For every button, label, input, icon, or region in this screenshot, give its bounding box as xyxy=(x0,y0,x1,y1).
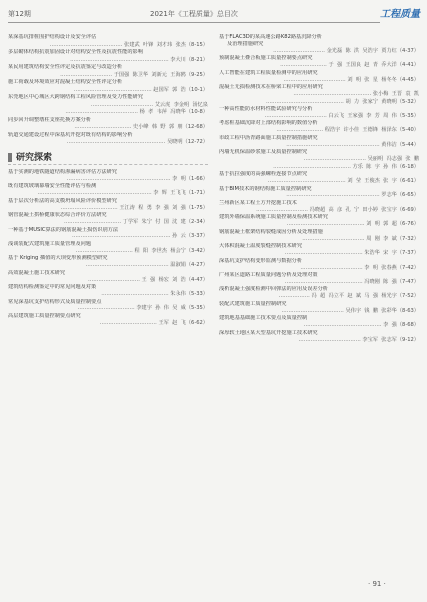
entry-title: 兰州新区某工程土方开挖施工技术 xyxy=(219,199,297,206)
entry-authors: …………………………… 程 阳 李世杰 杨会宁（3-42） xyxy=(75,247,208,254)
toc-entry xyxy=(219,286,419,300)
toc-entry xyxy=(8,87,208,94)
toc-entry xyxy=(219,243,419,257)
entry-title: 钢管混凝土拱桥健康状态综合评价方法研究 xyxy=(8,212,107,219)
entry-authors: ………………………………………………… 吴晓明（12-72） xyxy=(66,139,208,145)
entry-authors: ……………………… 于 强 王国良 赵 青 乔大洋（4-41） xyxy=(280,62,419,69)
toc-entry xyxy=(219,106,419,120)
entry-authors: ……………………………………… 方乐 陈 宇 孙 伟（6-18） xyxy=(273,163,419,170)
toc-entry xyxy=(8,299,208,313)
toc-entry xyxy=(8,241,208,255)
entry-authors: …………………………………………………… 李 明（1-66） xyxy=(66,175,208,182)
toc-entry xyxy=(219,186,419,200)
entry-authors: ………………………… 王 强 杨宏 刘 浩（4-47） xyxy=(88,276,208,283)
entry-authors: ……………………………… 李 明 张春燕（7-42） xyxy=(300,264,419,271)
toc-entry xyxy=(219,164,419,171)
entry-authors: ……………………………………………… 罗志华（6-65） xyxy=(286,192,419,199)
toc-entry xyxy=(8,102,208,109)
toc-entry xyxy=(8,57,208,64)
entry-title: 基于抗拉强度的高强螺栓连接节点研究 xyxy=(219,171,308,178)
left-section-entries xyxy=(8,169,208,327)
toc-entry xyxy=(219,171,419,185)
toc-entry xyxy=(219,55,419,69)
toc-entry xyxy=(8,94,208,101)
entry-authors: ……………………… 程浩宇 许小佳 王德锋 杨泽东（5-40） xyxy=(276,127,419,134)
entry-authors: ………………………………………………… 李大川（8-21） xyxy=(70,56,208,63)
toc-entry xyxy=(8,139,208,146)
entry-authors: ………………………… 金光磊 陈 洪 吴浩宇 贾力红（4-37） xyxy=(273,47,419,54)
toc-entry xyxy=(8,284,208,298)
toc-entry xyxy=(8,49,208,56)
entry-authors: ……………………………………… 张小梅 王晋 袁 凯 xyxy=(293,91,419,98)
entry-title: 大体积混凝土温度裂缝控制技术研究 xyxy=(219,243,303,250)
toc-entry xyxy=(219,272,419,286)
entry-authors: ……………………………… 白云飞 王家强 李 芳 周 伟（5-35） xyxy=(264,112,419,119)
entry-authors: …………………………… 王军 赵 飞（6-62） xyxy=(99,319,208,326)
section-marker xyxy=(8,153,12,162)
section-heading xyxy=(8,152,208,165)
toc-entry xyxy=(219,229,419,243)
toc-entry xyxy=(8,198,208,212)
entry-authors: ………………………………………… 温淑娟（4-27） xyxy=(85,262,208,269)
toc-entry xyxy=(8,255,208,269)
toc-entry xyxy=(8,109,208,116)
entry-title: 深基坑支护结构变形监测与数据分析 xyxy=(219,257,303,264)
toc-entry xyxy=(219,315,419,329)
right-entries xyxy=(219,34,419,343)
right-column xyxy=(219,34,419,344)
entry-authors: …………………………………… 张建武 叶锋 刘才玮 张杰（8-15） xyxy=(49,41,208,48)
entry-title: 建筑地基基础施工技术要点及质量控制 xyxy=(219,315,308,322)
header-rule xyxy=(8,22,380,23)
toc-entry xyxy=(8,124,208,131)
entry-title: 基于层次分析法的高支模坍塌风险评价模型研究 xyxy=(8,197,117,204)
entry-authors: ……………………………… 吴丽明 冯志强 张 鹏 xyxy=(303,156,419,163)
entry-authors: ……………………………… 吴伟宇 钱 鹏 张彩华（8-63） xyxy=(281,307,419,314)
entry-title: 基于实测的地铁隧道结构渗漏病害评估方法研究 xyxy=(8,168,117,175)
entry-title: 浅谈装配式建筑施工质量管理及问题 xyxy=(8,240,92,247)
toc-entry xyxy=(8,227,208,241)
entry-title: 某深基坑排桩围护结构设计及安全评估 xyxy=(8,34,97,40)
entry-authors: ………………………………… 朱永伟（5-33） xyxy=(101,291,208,298)
entry-authors: ……………………………………… 刘 莹 王俊杰 张 宇（6-61） xyxy=(267,178,419,185)
entry-authors: ……………………………………… 胡 力 张家宁 黄晓明（5-32） xyxy=(265,98,419,105)
page-number: · 91 · xyxy=(368,580,386,588)
toc-entry xyxy=(8,212,208,226)
entry-title: 广州某区道路工程质量问题分析及处理对策 xyxy=(219,272,318,278)
entry-title: 装配式建筑施工质量控制研究 xyxy=(219,300,287,307)
page-header xyxy=(0,0,427,30)
entry-authors: ……………………………………… 赵国军 郭 浩（10-1） xyxy=(73,86,208,93)
entry-title: 人工智能在建筑工程质量检测中的应用研究 xyxy=(219,69,318,76)
entry-title: 多层砌体结构抗震加固设计对结构安全性及抗震性能的影响 xyxy=(8,49,143,55)
entry-title: 基于 Kriging 插值的大坝变形预测模型研究 xyxy=(8,255,108,262)
entry-title: 轨道交通建设过程中深基坑开挖对既有结构的影响分析 xyxy=(8,131,133,138)
section-title: 研究探索 xyxy=(16,152,53,163)
entry-title: 既有建筑玻璃幕墙安全性能评估与检测 xyxy=(8,183,97,190)
toc-entry xyxy=(219,258,419,272)
entry-title: 考虑桩基础沉降对上部结构影响的数值分析 xyxy=(219,120,318,127)
toc-entry xyxy=(219,149,419,163)
entry-authors: ………………………………………………………… 李 辉 王飞飞（1-71） xyxy=(37,190,208,197)
entry-title: 基于FLAC3D的某高速公路K82路基沉降分析 xyxy=(219,34,322,40)
entry-authors: ………………………… 冯晓超 高 彦 孔 宁 田小婷 张宝宇（6-69） xyxy=(256,206,419,213)
entry-title: 市政工程中沥青路面施工质量控制措施研究 xyxy=(219,134,318,141)
entry-title: 一种高性能防水材料性能试验研究与分析 xyxy=(219,106,313,113)
toc-entry xyxy=(219,34,419,55)
toc-entry xyxy=(8,64,208,71)
toc-entry xyxy=(219,330,419,344)
entry-title: 深厚软土地区某大型基坑开挖施工技术研究 xyxy=(219,329,318,336)
entry-title: 一种基于MUSIC算法的钢筋混凝土损伤识别方法 xyxy=(8,226,119,233)
entry-authors: ……………… 冯 超 冯立平 赵 斌 马 强 杨光宇（7-52） xyxy=(278,293,419,300)
entry-authors: ……………………………………… 朱浩华 宋 宇（7-37） xyxy=(284,250,419,257)
entry-authors: …………………………… 丁学军 朱宁 付 国 沈 建（2-34） xyxy=(63,219,208,226)
entry-authors: ………………………………………………… 孙 云（3-37） xyxy=(71,233,208,240)
toc-entry xyxy=(8,72,208,79)
toc-entry xyxy=(219,120,419,134)
entry-authors: ……………………………… 刘 明 张 星 杨冬冬（4-45） xyxy=(283,76,419,83)
entry-authors: ……………………………… 周 刚 李 斌（7-32） xyxy=(302,235,419,242)
toc-entry xyxy=(8,270,208,284)
toc-entry xyxy=(8,183,208,197)
entry-title: 施工荷载及环境效应对混凝土结构安全性评定分析 xyxy=(8,79,123,85)
entry-title: 预制混凝土叠合板施工质量控制要点研究 xyxy=(219,55,313,62)
toc-entry xyxy=(8,313,208,327)
entry-title: 建筑外墙保温系统施工质量控制及检测技术研究 xyxy=(219,214,328,221)
toc-entry xyxy=(8,79,208,86)
entry-authors: ……………………………………… 李 强（8-68） xyxy=(303,322,419,329)
entry-authors: …………………………… 李建宇 孙 伟 吴 威（5-35） xyxy=(77,305,208,312)
issue-label: 第12期 xyxy=(8,10,31,18)
toc-entry xyxy=(219,99,419,106)
toc-entry xyxy=(219,135,419,149)
entry-title: 高层建筑施工质量控制要点研究 xyxy=(8,312,81,319)
entry-title: 某民用建筑结构安全性评定及抗震鉴定与改造分析 xyxy=(8,64,123,70)
toc-entry xyxy=(219,84,419,98)
entry-title: 常见深基坑支护结构形式及质量控制要点 xyxy=(8,298,102,305)
entry-authors: ……………………………… 艾云虎 李金明 汤忆泉 xyxy=(90,101,208,108)
entry-authors: ……………………………… 李宝军 张志军（9-12） xyxy=(298,336,419,343)
entry-title: 浅析混凝土强度检测中回弹法的应用及误差分析 xyxy=(219,286,328,293)
entry-authors: ……………………………………… 冯晓刚 陈 强（7-47） xyxy=(284,278,419,285)
left-column xyxy=(8,34,208,327)
entry-authors: ……………………………………………… 黄伟洁（5-44） xyxy=(286,141,419,148)
entry-title: 同步回升调整墩柱支座托换方案分析 xyxy=(8,116,92,123)
entry-title: 内墙无机保温砂浆施工及质量控制研究 xyxy=(219,149,308,156)
toc-entry xyxy=(219,200,419,214)
toc-entry xyxy=(8,34,208,41)
journal-logo xyxy=(378,2,422,22)
toc-entry xyxy=(8,42,208,49)
toc-entry xyxy=(219,214,419,228)
toc-entry xyxy=(8,169,208,183)
toc-entry xyxy=(219,301,419,315)
entry-authors: ……………………………………… 刘 明 郭 超（6-76） xyxy=(286,221,419,228)
entry-title: 混凝土无损检测技术在桥梁工程中的应用研究 xyxy=(219,84,323,91)
toc-entry xyxy=(8,117,208,124)
left-top-entries xyxy=(8,34,208,146)
logo-text: 工程质量 xyxy=(380,8,420,20)
entry-title: 东莞地区中心城区大跨钢结构工程风险管理及受力性能研究 xyxy=(8,94,143,100)
toc-entry xyxy=(219,70,419,84)
toc-entry xyxy=(8,132,208,139)
entry-subtitle: 及治理措施研究 xyxy=(227,40,264,47)
entry-authors: …………………………… 王江涛 程 勇 李 强 刘 强（1-75） xyxy=(60,204,208,211)
entry-authors: …………………………………… 杨 孝 韦萍 冯晓华（10-8） xyxy=(65,109,208,115)
journal-title: 2021年《工程质量》总目次 xyxy=(150,10,238,18)
entry-title: 高效混凝土施工技术研究 xyxy=(8,269,66,276)
entry-title: 基于BIM技术的钢结构施工质量控制研究 xyxy=(219,185,312,192)
entry-title: 钢筋混凝土框架结构裂缝成因分析及处理措施 xyxy=(219,228,323,235)
entry-authors: ………………………… 于国强 陈卫华 刘新元 王海鸥（9-25） xyxy=(60,71,208,78)
entry-authors: …………………………… 史小峰 韩 野 郭 朋（12-68） xyxy=(74,124,208,130)
entry-title: 建筑结构检测鉴定中的常见问题及对策 xyxy=(8,284,97,291)
